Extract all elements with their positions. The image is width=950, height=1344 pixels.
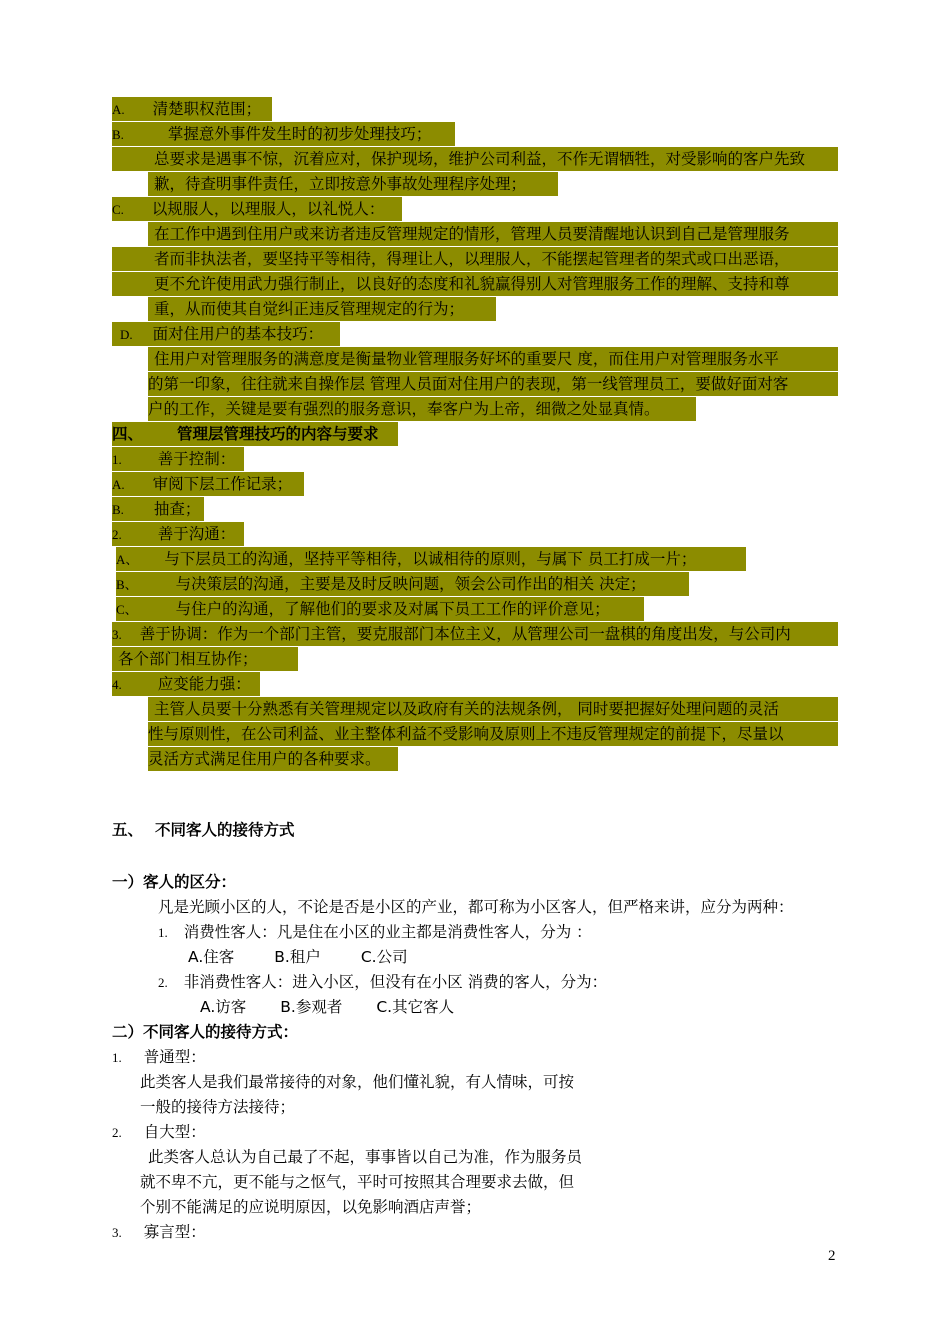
guest-type-1-options	[188, 945, 408, 969]
reception-type-2-number: 2.	[112, 1125, 122, 1140]
reception-type-3-number: 3.	[112, 1225, 122, 1240]
reception-type-2	[112, 1120, 206, 1144]
subsection-2-heading: 二）不同客人的接待方式：	[112, 1023, 299, 1041]
item-d-body-line-3: 户的工作，关键是要有强烈的服务意识，奉客户为上帝，细微之处显真情。	[148, 397, 696, 421]
reception-type-2-text: 自大型：	[143, 1123, 206, 1141]
item-c-body-line-1: 在工作中遇到住用户或来访者违反管理规定的情形，管理人员要清醒地认识到自己是管理服务	[148, 222, 838, 246]
skill-1-a-text: 审阅下层工作记录；	[152, 475, 293, 493]
reception-type-2-line-1: 此类客人总认为自己最了不起，事事皆以自己为准，作为服务员	[148, 1148, 583, 1166]
skill-4-line	[112, 672, 260, 696]
reception-type-2-line-3: 个别不能满足的应说明原因，以免影响酒店声誉；	[140, 1198, 482, 1216]
item-d-label: D.	[120, 327, 133, 342]
skill-2-line	[112, 522, 244, 546]
skill-2-b-text: 与决策层的沟通，主要是及时反映问题，领会公司作出的相关 决定；	[175, 575, 646, 593]
skill-2-c-line	[116, 597, 644, 621]
reception-type-2-line-2: 就不卑不亢，更不能与之怄气，平时可按照其合理要求去做，但	[140, 1173, 575, 1191]
skill-1-b-label: B.	[112, 502, 124, 517]
option-company: C.公司	[360, 948, 408, 966]
reception-type-1	[112, 1045, 206, 1069]
skill-3-text: 善于协调：作为一个部门主管，要克服部门本位主义，从管理公司一盘棋的角度出发，与公司内	[139, 625, 791, 643]
item-b-text: 掌握意外事件发生时的初步处理技巧；	[167, 125, 432, 143]
skill-4-body-line-2: 性与原则性，在公司利益、业主整体利益不受影响及原则上不违反管理规定的前提下，尽量以	[148, 722, 838, 746]
skill-1-number: 1.	[112, 452, 122, 467]
reception-type-1-line-2: 一般的接待方法接待；	[140, 1098, 296, 1116]
skill-2-b-line	[116, 572, 689, 596]
section-five-heading	[112, 818, 295, 842]
guest-type-2-text: 非消费性客人：进入小区，但没有在小区 消费的客人，分为：	[183, 973, 608, 991]
item-c-body-line-2: 者而非执法者，要坚持平等相待，得理让人，以理服人，不能摆起管理者的架式或口出恶语，	[112, 247, 838, 271]
item-c-body-line-4: 重，从而使其自觉纠正违反管理规定的行为；	[148, 297, 496, 321]
section-five-number: 五、	[112, 821, 144, 839]
skill-4-number: 4.	[112, 677, 122, 692]
item-d-text: 面对住用户的基本技巧：	[152, 325, 324, 343]
option-sightseer: B.参观者	[280, 998, 343, 1016]
skill-1-a-line	[112, 472, 304, 496]
item-c-body-line-3: 更不允许使用武力强行制止，以良好的态度和礼貌赢得别人对管理服务工作的理解、支持和尊	[112, 272, 838, 296]
skill-2-text: 善于沟通：	[157, 525, 236, 543]
skill-4-body-line-3: 灵活方式满足住用户的各种要求。	[148, 747, 398, 771]
skill-2-a-label: A、	[116, 552, 139, 567]
reception-type-3	[112, 1220, 206, 1244]
section-four-number: 四、	[112, 425, 144, 443]
item-c-text: 以规服人，以理服人，以礼悦人：	[151, 200, 385, 218]
option-resident: A.住客	[188, 948, 235, 966]
guest-type-1-text: 消费性客人：凡是住在小区的业主都是消费性客人，分为 ：	[183, 923, 592, 941]
page-number: 2	[828, 1248, 836, 1264]
item-d-body-line-2: 的第一印象，往往就来自操作层 管理人员面对住用户的表现，第一线管理员工，要做好面对客	[148, 372, 838, 396]
skill-2-a-text: 与下层员工的沟通，坚持平等相待，以诚相待的原则，与属下 员工打成一片；	[164, 550, 697, 568]
item-b-label: B.	[112, 127, 124, 142]
item-d-body-line-1: 住用户对管理服务的满意度是衡量物业管理服务好坏的重要尺 度，而住用户对管理服务水平	[148, 347, 838, 371]
section-four-title: 管理层管理技巧的内容与要求	[177, 425, 379, 443]
guest-type-1	[158, 920, 592, 944]
skill-1-b-line	[112, 497, 204, 521]
skill-3-continuation: 各个部门相互协作；	[112, 647, 298, 671]
guest-type-2	[158, 970, 607, 994]
skill-2-a-line	[116, 547, 746, 571]
item-c-line	[112, 197, 402, 221]
reception-type-3-text: 寡言型：	[143, 1223, 206, 1241]
skill-1-b-text: 抽查；	[153, 500, 201, 518]
item-b-body-line-1: 总要求是遇事不惊，沉着应对，保护现场，维护公司利益，不作无谓牺牲，对受影响的客户先致	[112, 147, 838, 171]
skill-2-number: 2.	[112, 527, 122, 542]
item-a-line	[112, 97, 272, 121]
skill-3-line	[112, 622, 838, 646]
reception-type-1-line-1: 此类客人是我们最常接待的对象，他们懂礼貌，有人情味，可按	[140, 1073, 575, 1091]
item-b-line	[112, 122, 455, 146]
reception-type-1-text: 普通型：	[143, 1048, 206, 1066]
section-four-heading	[112, 422, 398, 446]
guest-type-2-options	[200, 995, 454, 1019]
subsection-1-heading: 一）客人的区分：	[112, 873, 237, 891]
skill-2-c-text: 与住户的沟通，了解他们的要求及对属下员工工作的评价意见；	[175, 600, 610, 618]
guest-type-2-number: 2.	[158, 975, 168, 990]
item-c-label: C.	[112, 202, 124, 217]
item-d-line	[112, 322, 340, 346]
skill-3-number: 3.	[112, 627, 122, 642]
skill-1-text: 善于控制：	[157, 450, 236, 468]
skill-4-text: 应变能力强：	[157, 675, 251, 693]
reception-type-1-number: 1.	[112, 1050, 122, 1065]
option-other-guest: C.其它客人	[376, 998, 455, 1016]
skill-1-a-label: A.	[112, 477, 125, 492]
item-a-label: A.	[112, 102, 125, 117]
item-a-text: 清楚职权范围；	[152, 100, 262, 118]
item-b-body-line-2: 歉，待查明事件责任，立即按意外事故处理程序处理；	[148, 172, 558, 196]
skill-1-line	[112, 447, 244, 471]
section-five-title: 不同客人的接待方式	[155, 821, 295, 839]
skill-2-b-label: B、	[116, 577, 138, 592]
subsection-1-intro: 凡是光顾小区的人，不论是否是小区的产业，都可称为小区客人，但严格来讲，应分为两种：	[158, 898, 794, 916]
option-visitor: A.访客	[200, 998, 247, 1016]
guest-type-1-number: 1.	[158, 925, 168, 940]
skill-4-body-line-1: 主管人员要十分熟悉有关管理规定以及政府有关的法规条例， 同时要把握好处理问题的灵活	[148, 697, 838, 721]
option-tenant: B.租户	[274, 948, 321, 966]
skill-2-c-label: C、	[116, 602, 138, 617]
